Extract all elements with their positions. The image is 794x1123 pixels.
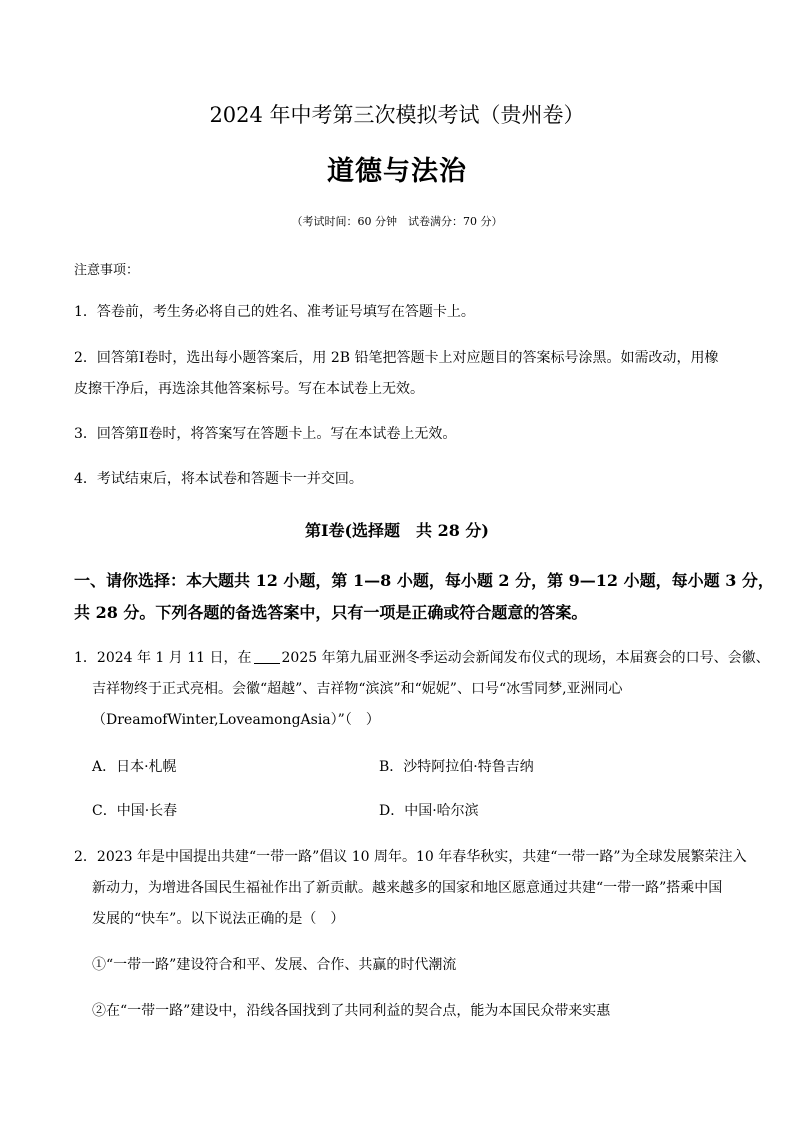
question-2-statement-1: ①“一带一路”建设符合和平、发展、合作、共赢的时代潮流	[92, 957, 457, 973]
exam-info: （考试时间：60 分钟 试卷满分：70 分）	[291, 215, 503, 228]
notice-item-3: 3．回答第Ⅱ卷时，将答案写在答题卡上。写在本试卷上无效。	[74, 426, 457, 442]
section-title: 第Ⅰ卷(选择题 共 28 分)	[304, 521, 490, 540]
question-1-option-a[interactable]: A．日本·札幌	[92, 759, 177, 775]
notice-item-1: 1．答卷前，考生务必将自己的姓名、准考证号填写在答题卡上。	[74, 304, 475, 320]
question-1-option-c[interactable]: C．中国·长春	[92, 803, 178, 819]
exam-title: 2024 年中考第三次模拟考试（贵州卷）	[209, 103, 585, 127]
question-2-line-2: 新动力，为增进各国民生福祉作出了新贡献。越来越多的国家和地区愿意通过共建“一带一路”搭乘中国	[92, 880, 723, 896]
notice-item-4: 4．考试结束后，将本试卷和答题卡一并交回。	[74, 471, 363, 487]
question-1-text-after-blank: 2025 年第九届亚洲冬季运动会新闻发布仪式的现场，本届赛会的口号、会徽、	[281, 650, 770, 666]
answer-blank	[254, 649, 280, 664]
question-1-option-b[interactable]: B．沙特阿拉伯·特鲁吉纳	[379, 759, 534, 775]
question-2-line-3: 发展的“快车”。以下说法正确的是（ ）	[92, 911, 345, 927]
notice-heading: 注意事项：	[74, 263, 140, 278]
question-1-line-1	[74, 647, 770, 669]
question-2-line-1: 2．2023 年是中国提出共建“一带一路”倡议 10 周年。10 年春华秋实，共建“一带一路”为全球发展繁荣注入	[74, 849, 747, 865]
notice-item-2-line-2: 皮擦干净后，再选涂其他答案标号。写在本试卷上无效。	[74, 381, 424, 397]
subject-title: 道德与法治	[327, 156, 467, 187]
question-1-line-2: 吉祥物终于正式亮相。会徽“超越”、吉祥物“滨滨”和“妮妮”、口号“冰雪同梦,亚洲同心	[92, 681, 623, 697]
notice-item-2-line-1: 2．回答第Ⅰ卷时，选出每小题答案后，用 2B 铅笔把答题卡上对应题目的答案标号涂黑。如需改动，用橡	[74, 350, 719, 366]
question-1-option-d[interactable]: D．中国·哈尔滨	[379, 803, 479, 819]
question-1-line-3: （DreamofWinter,LoveamongAsia）”（ ）	[92, 712, 380, 728]
question-1-text-before-blank: 1．2024 年 1 月 11 日，在	[74, 650, 252, 666]
question-2-statement-2: ②在“一带一路”建设中，沿线各国找到了共同利益的契合点，能为本国民众带来实惠	[92, 1003, 611, 1019]
section-instruction-line-1: 一、请你选择：本大题共 12 小题，第 1—8 小题，每小题 2 分，第 9—12 小题，每小题 3 分，	[74, 571, 774, 590]
section-instruction-line-2: 共 28 分。下列各题的备选答案中，只有一项是正确或符合题意的答案。	[74, 603, 588, 622]
